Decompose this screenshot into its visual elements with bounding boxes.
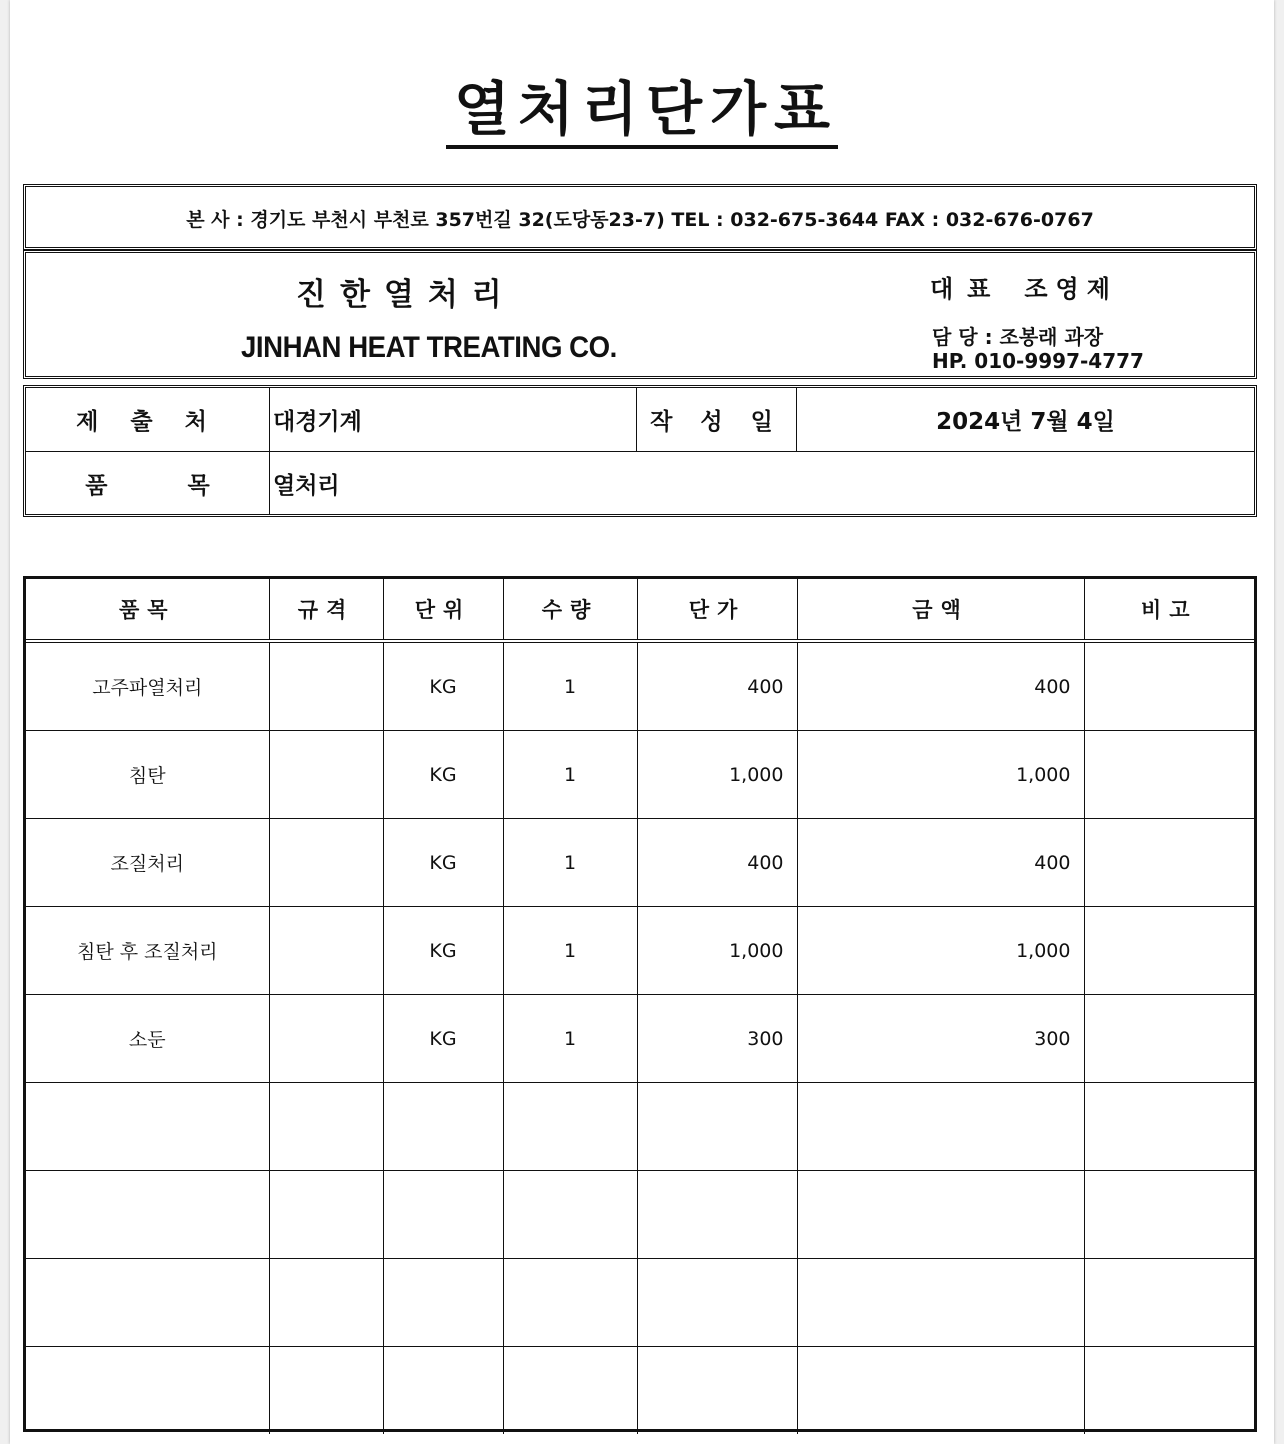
cell-unit [383,1259,503,1347]
cell-unit: KG [383,995,503,1083]
price-table [23,576,1257,1432]
cell-amount: 400 [797,819,1084,907]
cell-price: 1,000 [637,731,797,819]
cell-amount: 300 [797,995,1084,1083]
document-title: 열처리단가표 [0,62,1284,146]
item-label: 품 목 [85,472,210,499]
head-office-address: 본 사 : 경기도 부천시 부천로 357번길 32(도당동23-7) TEL : 032-675-3644 FAX : 032-676-0767 [186,209,1094,231]
cell-item [26,1347,269,1435]
table-row [26,819,1254,907]
cell-note [1084,1171,1254,1259]
recipient-label: 제 출 처 [76,409,219,435]
header-item: 품목 [26,579,269,641]
cell-unit: KG [383,731,503,819]
cell-note [1084,731,1254,819]
header-qty: 수량 [503,579,637,641]
manager-contact: 담 당 : 조봉래 과장 [932,325,1104,349]
header-amount: 금액 [797,579,1084,641]
cell-spec [269,731,383,819]
representative [930,269,1118,304]
cell-qty: 1 [503,731,637,819]
table-row [26,907,1254,995]
header-spec: 규격 [269,579,383,641]
cell-note [1084,819,1254,907]
header-note: 비고 [1084,579,1254,641]
cell-price [637,1083,797,1171]
cell-note [1084,907,1254,995]
cell-spec [269,1083,383,1171]
header-price: 단가 [637,579,797,641]
cell-item: 침탄 [26,731,269,819]
cell-unit: KG [383,819,503,907]
cell-spec [269,1259,383,1347]
cell-qty [503,1083,637,1171]
cell-item [26,1171,269,1259]
company-name-english: JINHAN HEAT TREATING CO. [241,331,617,364]
cell-spec [269,1171,383,1259]
cell-qty [503,1171,637,1259]
phone-number: HP. 010-9997-4777 [932,349,1144,373]
date-label: 작 성 일 [650,409,783,435]
representative-label: 대표 [930,275,1005,303]
table-row [26,731,1254,819]
cell-unit: KG [383,641,503,731]
cell-price: 1,000 [637,907,797,995]
cell-item [26,1083,269,1171]
address-box [23,184,1257,250]
recipient-value: 대경기계 [273,409,362,435]
cell-amount [797,1171,1084,1259]
cell-qty [503,1347,637,1435]
cell-price: 400 [637,641,797,731]
info-table [23,385,1257,517]
cell-amount [797,1347,1084,1435]
cell-qty [503,1259,637,1347]
cell-qty: 1 [503,641,637,731]
cell-unit [383,1083,503,1171]
header-unit: 단위 [383,579,503,641]
cell-item: 소둔 [26,995,269,1083]
table-row [26,1171,1254,1259]
cell-spec [269,907,383,995]
cell-price: 300 [637,995,797,1083]
cell-spec [269,819,383,907]
cell-price [637,1347,797,1435]
cell-note [1084,1259,1254,1347]
cell-spec [269,641,383,731]
cell-item [26,1259,269,1347]
table-row [26,995,1254,1083]
table-row [26,1347,1254,1435]
table-row [26,1259,1254,1347]
cell-spec [269,1347,383,1435]
item-value: 열처리 [273,472,340,499]
company-name-korean: 진한열처리 [296,277,516,313]
company-box [23,250,1257,379]
cell-item: 침탄 후 조질처리 [26,907,269,995]
cell-spec [269,995,383,1083]
cell-note [1084,995,1254,1083]
cell-unit [383,1347,503,1435]
cell-item: 고주파열처리 [26,641,269,731]
cell-amount [797,1083,1084,1171]
cell-amount [797,1259,1084,1347]
cell-note [1084,1083,1254,1171]
table-header-row [26,579,1254,641]
table-row [26,1083,1254,1171]
cell-unit [383,1171,503,1259]
cell-amount: 400 [797,641,1084,731]
cell-unit: KG [383,907,503,995]
cell-amount: 1,000 [797,731,1084,819]
cell-note [1084,641,1254,731]
cell-price [637,1171,797,1259]
cell-item: 조질처리 [26,819,269,907]
price-grid [26,579,1254,1434]
date-value: 2024년 7월 4일 [936,409,1115,435]
cell-amount: 1,000 [797,907,1084,995]
cell-note [1084,1347,1254,1435]
cell-price: 400 [637,819,797,907]
cell-qty: 1 [503,995,637,1083]
representative-name: 조영제 [1024,275,1118,303]
cell-qty: 1 [503,907,637,995]
cell-qty: 1 [503,819,637,907]
table-row [26,641,1254,731]
cell-price [637,1259,797,1347]
